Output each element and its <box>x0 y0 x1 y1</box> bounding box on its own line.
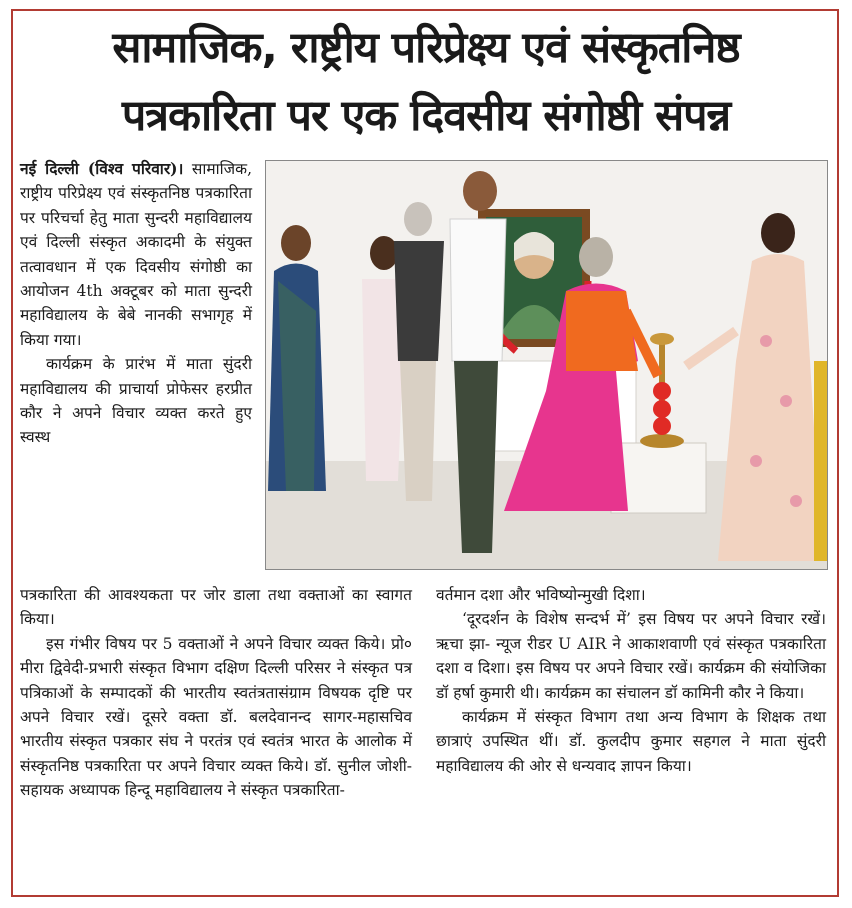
article-column-left-bottom <box>20 583 412 803</box>
paragraph-3-continued: वर्तमान दशा और भविष्योन्मुखी दिशा। <box>436 586 646 604</box>
article-column-left-top <box>20 157 252 450</box>
paragraph-2: कार्यक्रम के प्रारंभ में माता सुंदरी महाविद्यालय की प्राचार्या प्रोफेसर हरप्रीत कौर ने अपने विचार व्यक्त करते हुए स्वस्थ <box>20 355 252 447</box>
paragraph-1-text: सामाजिक, राष्ट्रीय परिप्रेक्ष्य एवं संस्कृतनिष्ठ पत्रकारिता पर परिचर्चा हेतु माता सुन्दरी महाविद्यालय एवं दिल्ली संस्कृत अकादमी के संयुक्त तत्वावधान में एक दिवसीय संगोष्ठी का आयोजन 4th अक्टूबर को माता सुन्दरी महाविद्यालय के बेबे नानकी सभागृह में किया गया। <box>20 160 252 349</box>
paragraph-5: कार्यक्रम में संस्कृत विभाग तथा अन्य विभाग के शिक्षक तथा छात्राएं उपस्थित थीं। डॉ. कुलदीप कुमार सहगल ने माता सुंदरी महाविद्यालय की ओर से धन्यवाद ज्ञापन किया। <box>436 708 826 775</box>
headline-line-2: पत्रकारिता पर एक दिवसीय संगोष्ठी संपन्न <box>121 91 731 141</box>
event-photo <box>265 160 828 570</box>
dateline: नई दिल्ली (विश्व परिवार)। <box>20 159 184 178</box>
headline-line-1: सामाजिक, राष्ट्रीय परिप्रेक्ष्य एवं संस्कृतनिष्ठ <box>112 23 740 73</box>
photo-illustration <box>266 161 828 570</box>
paragraph-2-continued: पत्रकारिता की आवश्यकता पर जोर डाला तथा वक्ताओं का स्वागत किया। <box>20 586 412 629</box>
article-column-right-bottom <box>436 583 826 778</box>
paragraph-3: इस गंभीर विषय पर 5 वक्ताओं ने अपने विचार व्यक्त किये। प्रो० मीरा द्विवेदी-प्रभारी संस्कृत विभाग दक्षिण दिल्ली परिसर ने संस्कृत पत्र पत्रिकाओं के सम्पादकों की भारतीय स्वतंत्रतासंग्राम विषयक दृष्टि पर अपने विचार रखें। दूसरे वक्ता डॉ. बलदेवानन्द सागर-महासचिव भारतीय संस्कृत पत्रकार संघ ने परतंत्र एवं स्वतंत्र भारत के आलोक में संस्कृतनिष्ठ पत्रकारिता पर अपने विचार व्यक्त किये। डॉ. सुनील जोशी-सहायक अध्यापक हिन्दू महाविद्यालय ने संस्कृत पत्रकारिता- <box>20 634 412 800</box>
paragraph-intro <box>20 157 252 352</box>
paragraph-4: ‘दूरदर्शन के विशेष सन्दर्भ में’ इस विषय पर अपने विचार रखें। ऋचा झा- न्यूज रीडर U AIR ने आकाशवाणी एवं संस्कृत पत्रकारिता दशा व दिशा। इस विषय पर अपने विचार रखें। कार्यक्रम की संयोजिका डॉ हर्षा कुमारी थी। कार्यक्रम का संचालन डॉ कामिनी कौर ने किया। <box>436 610 826 702</box>
